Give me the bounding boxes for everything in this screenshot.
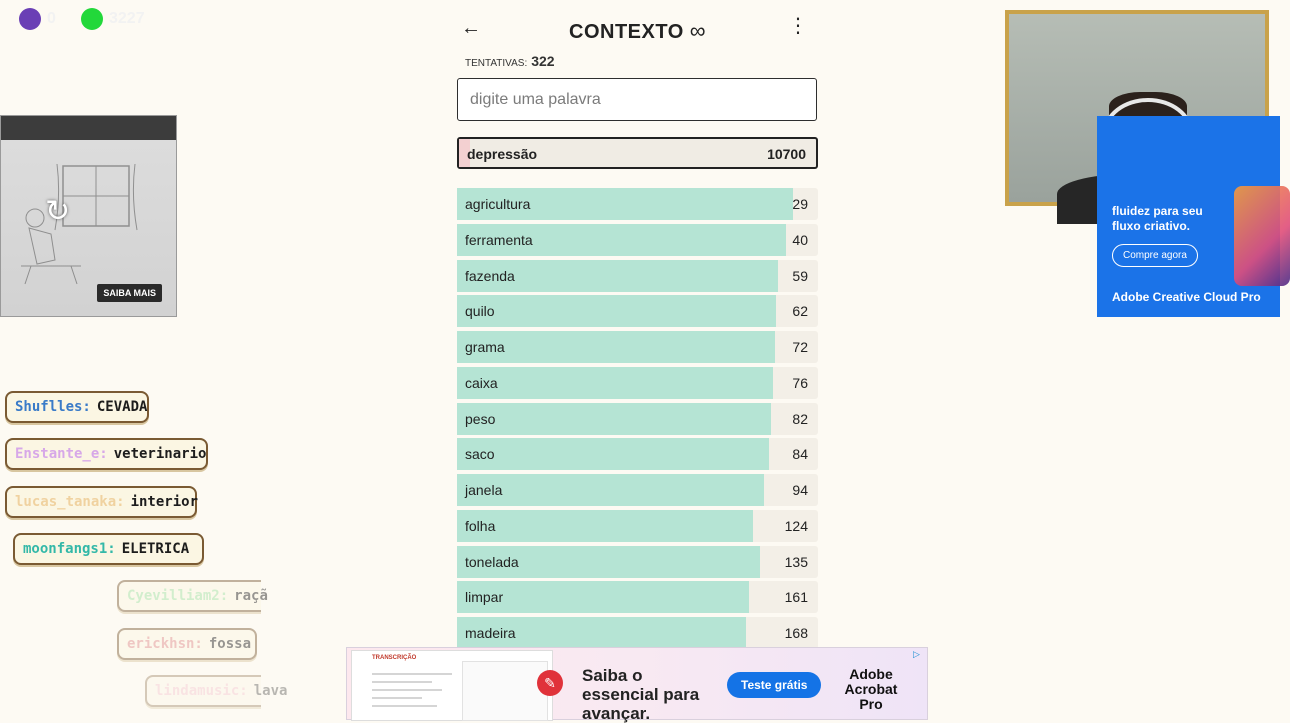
- chat-user: Cyevilliam2:: [127, 588, 229, 604]
- guess-word: ferramenta: [465, 231, 533, 248]
- guess-rank: 84: [792, 446, 808, 463]
- game-title: [457, 15, 818, 44]
- guess-similarity-bar: [457, 438, 769, 470]
- back-arrow-icon[interactable]: ←: [461, 17, 481, 39]
- tries-label: TENTATIVAS:: [465, 58, 528, 69]
- chat-text: veterinario: [113, 446, 207, 462]
- guess-word: limpar: [465, 589, 504, 606]
- guess-word: quilo: [465, 303, 495, 320]
- purple-counter: [19, 8, 56, 30]
- guess-row: [457, 260, 818, 292]
- guess-word: fazenda: [465, 267, 515, 284]
- guess-word: folha: [465, 517, 496, 534]
- guess-row: [457, 438, 818, 470]
- guess-word: grama: [465, 339, 505, 355]
- current-guess-rank: 10700: [767, 146, 806, 162]
- chat-user: Shuflles:: [15, 399, 91, 415]
- guess-word: caixa: [465, 374, 498, 391]
- green-dot-icon: [81, 8, 103, 30]
- right-ad[interactable]: [1097, 116, 1280, 317]
- guess-row: [457, 581, 818, 613]
- purple-dot-icon: [19, 8, 41, 30]
- guess-rank: 161: [784, 589, 808, 606]
- guess-word: saco: [465, 446, 495, 463]
- guess-row: [457, 617, 818, 649]
- chat-user: erickhsn:: [127, 636, 203, 652]
- ad-illustration: [1234, 186, 1290, 286]
- right-ad-brand: Adobe Creative Cloud Pro: [1112, 290, 1261, 304]
- chat-user: Enstante_e:: [15, 446, 108, 462]
- guess-word: madeira: [465, 625, 516, 641]
- chat-message: [13, 533, 204, 565]
- chat-message: [117, 628, 257, 660]
- chat-user: moonfangs1:: [23, 541, 116, 557]
- guess-row: [457, 403, 818, 435]
- guess-row: [457, 546, 818, 578]
- current-guess-word: depressão: [467, 146, 538, 162]
- guess-similarity-bar: [457, 403, 771, 435]
- chat-message: [5, 438, 208, 470]
- compre-agora-button[interactable]: Compre agora: [1112, 244, 1198, 267]
- tries-counter: [465, 53, 555, 69]
- guess-rank: 82: [792, 410, 808, 427]
- teste-gratis-button[interactable]: Teste grátis: [727, 672, 821, 698]
- guess-row: [457, 331, 818, 363]
- guess-row: [457, 367, 818, 399]
- guess-row: [457, 474, 818, 506]
- chat-user: lucas_tanaka:: [15, 494, 125, 510]
- guess-row: [457, 224, 818, 256]
- ad-choices-icon[interactable]: ▷: [913, 649, 920, 659]
- saiba-mais-button[interactable]: SAIBA MAIS: [97, 284, 162, 302]
- chat-message: [5, 486, 197, 518]
- sketch-illustration: [21, 156, 151, 286]
- chat-text: fossa: [208, 636, 252, 652]
- chat-message: [117, 580, 268, 612]
- guess-rank: 40: [792, 231, 808, 248]
- tries-value: 322: [531, 53, 555, 69]
- infinity-icon: ∞: [689, 18, 706, 43]
- left-ad[interactable]: [0, 115, 177, 317]
- guess-input[interactable]: [457, 78, 817, 121]
- guess-similarity-bar: [457, 510, 753, 542]
- green-counter-value: 3227: [109, 10, 145, 27]
- right-ad-headline: fluidez para seu fluxo criativo.: [1112, 204, 1203, 233]
- guess-word: janela: [465, 482, 503, 498]
- guess-word: tonelada: [465, 553, 519, 570]
- guess-similarity-bar: [457, 474, 764, 506]
- purple-counter-value: 0: [47, 10, 56, 27]
- replay-icon[interactable]: ↻: [45, 195, 71, 228]
- kebab-menu-icon[interactable]: ⋮: [788, 15, 808, 37]
- guess-row: [457, 188, 818, 220]
- game-header: [457, 0, 818, 69]
- bottom-ad-headline: Saiba o essencial para avançar.: [582, 666, 700, 723]
- green-counter: [81, 8, 145, 30]
- chat-text: interior: [130, 494, 199, 510]
- guess-word: peso: [465, 410, 496, 427]
- chat-user: lindamusic:: [155, 683, 248, 699]
- bottom-ad[interactable]: [346, 647, 928, 723]
- game-title-text: CONTEXTO: [569, 21, 684, 43]
- guess-similarity-bar: [457, 367, 773, 399]
- chat-text: ELETRICA: [121, 541, 190, 557]
- guess-word: agricultura: [465, 196, 531, 212]
- contexto-game: [457, 0, 818, 641]
- ad-document-preview: [351, 650, 553, 721]
- guess-rank: 124: [784, 517, 808, 534]
- guess-rank: 76: [792, 374, 808, 391]
- guess-rank: 29: [792, 196, 808, 212]
- chat-message: [5, 391, 149, 423]
- guess-rank: 59: [792, 267, 808, 284]
- chat-text: raçã: [234, 588, 268, 604]
- doc-title: TRANSCRIÇÃO: [372, 655, 417, 661]
- current-guess-row: [457, 137, 818, 169]
- guess-rank: 94: [792, 482, 808, 498]
- guess-rank: 72: [792, 339, 808, 355]
- chat-message: [145, 675, 288, 707]
- acrobat-icon: ✎: [537, 670, 563, 696]
- bottom-ad-brand: Adobe Acrobat Pro: [844, 666, 898, 712]
- chat-text: CEVADA: [96, 399, 148, 415]
- guess-rank: 62: [792, 303, 808, 320]
- guess-row: [457, 295, 818, 327]
- guess-similarity-bar: [457, 295, 776, 327]
- chat-text: lava: [253, 683, 288, 699]
- guess-rank: 168: [784, 625, 808, 641]
- guess-rank: 135: [784, 553, 808, 570]
- guess-row: [457, 510, 818, 542]
